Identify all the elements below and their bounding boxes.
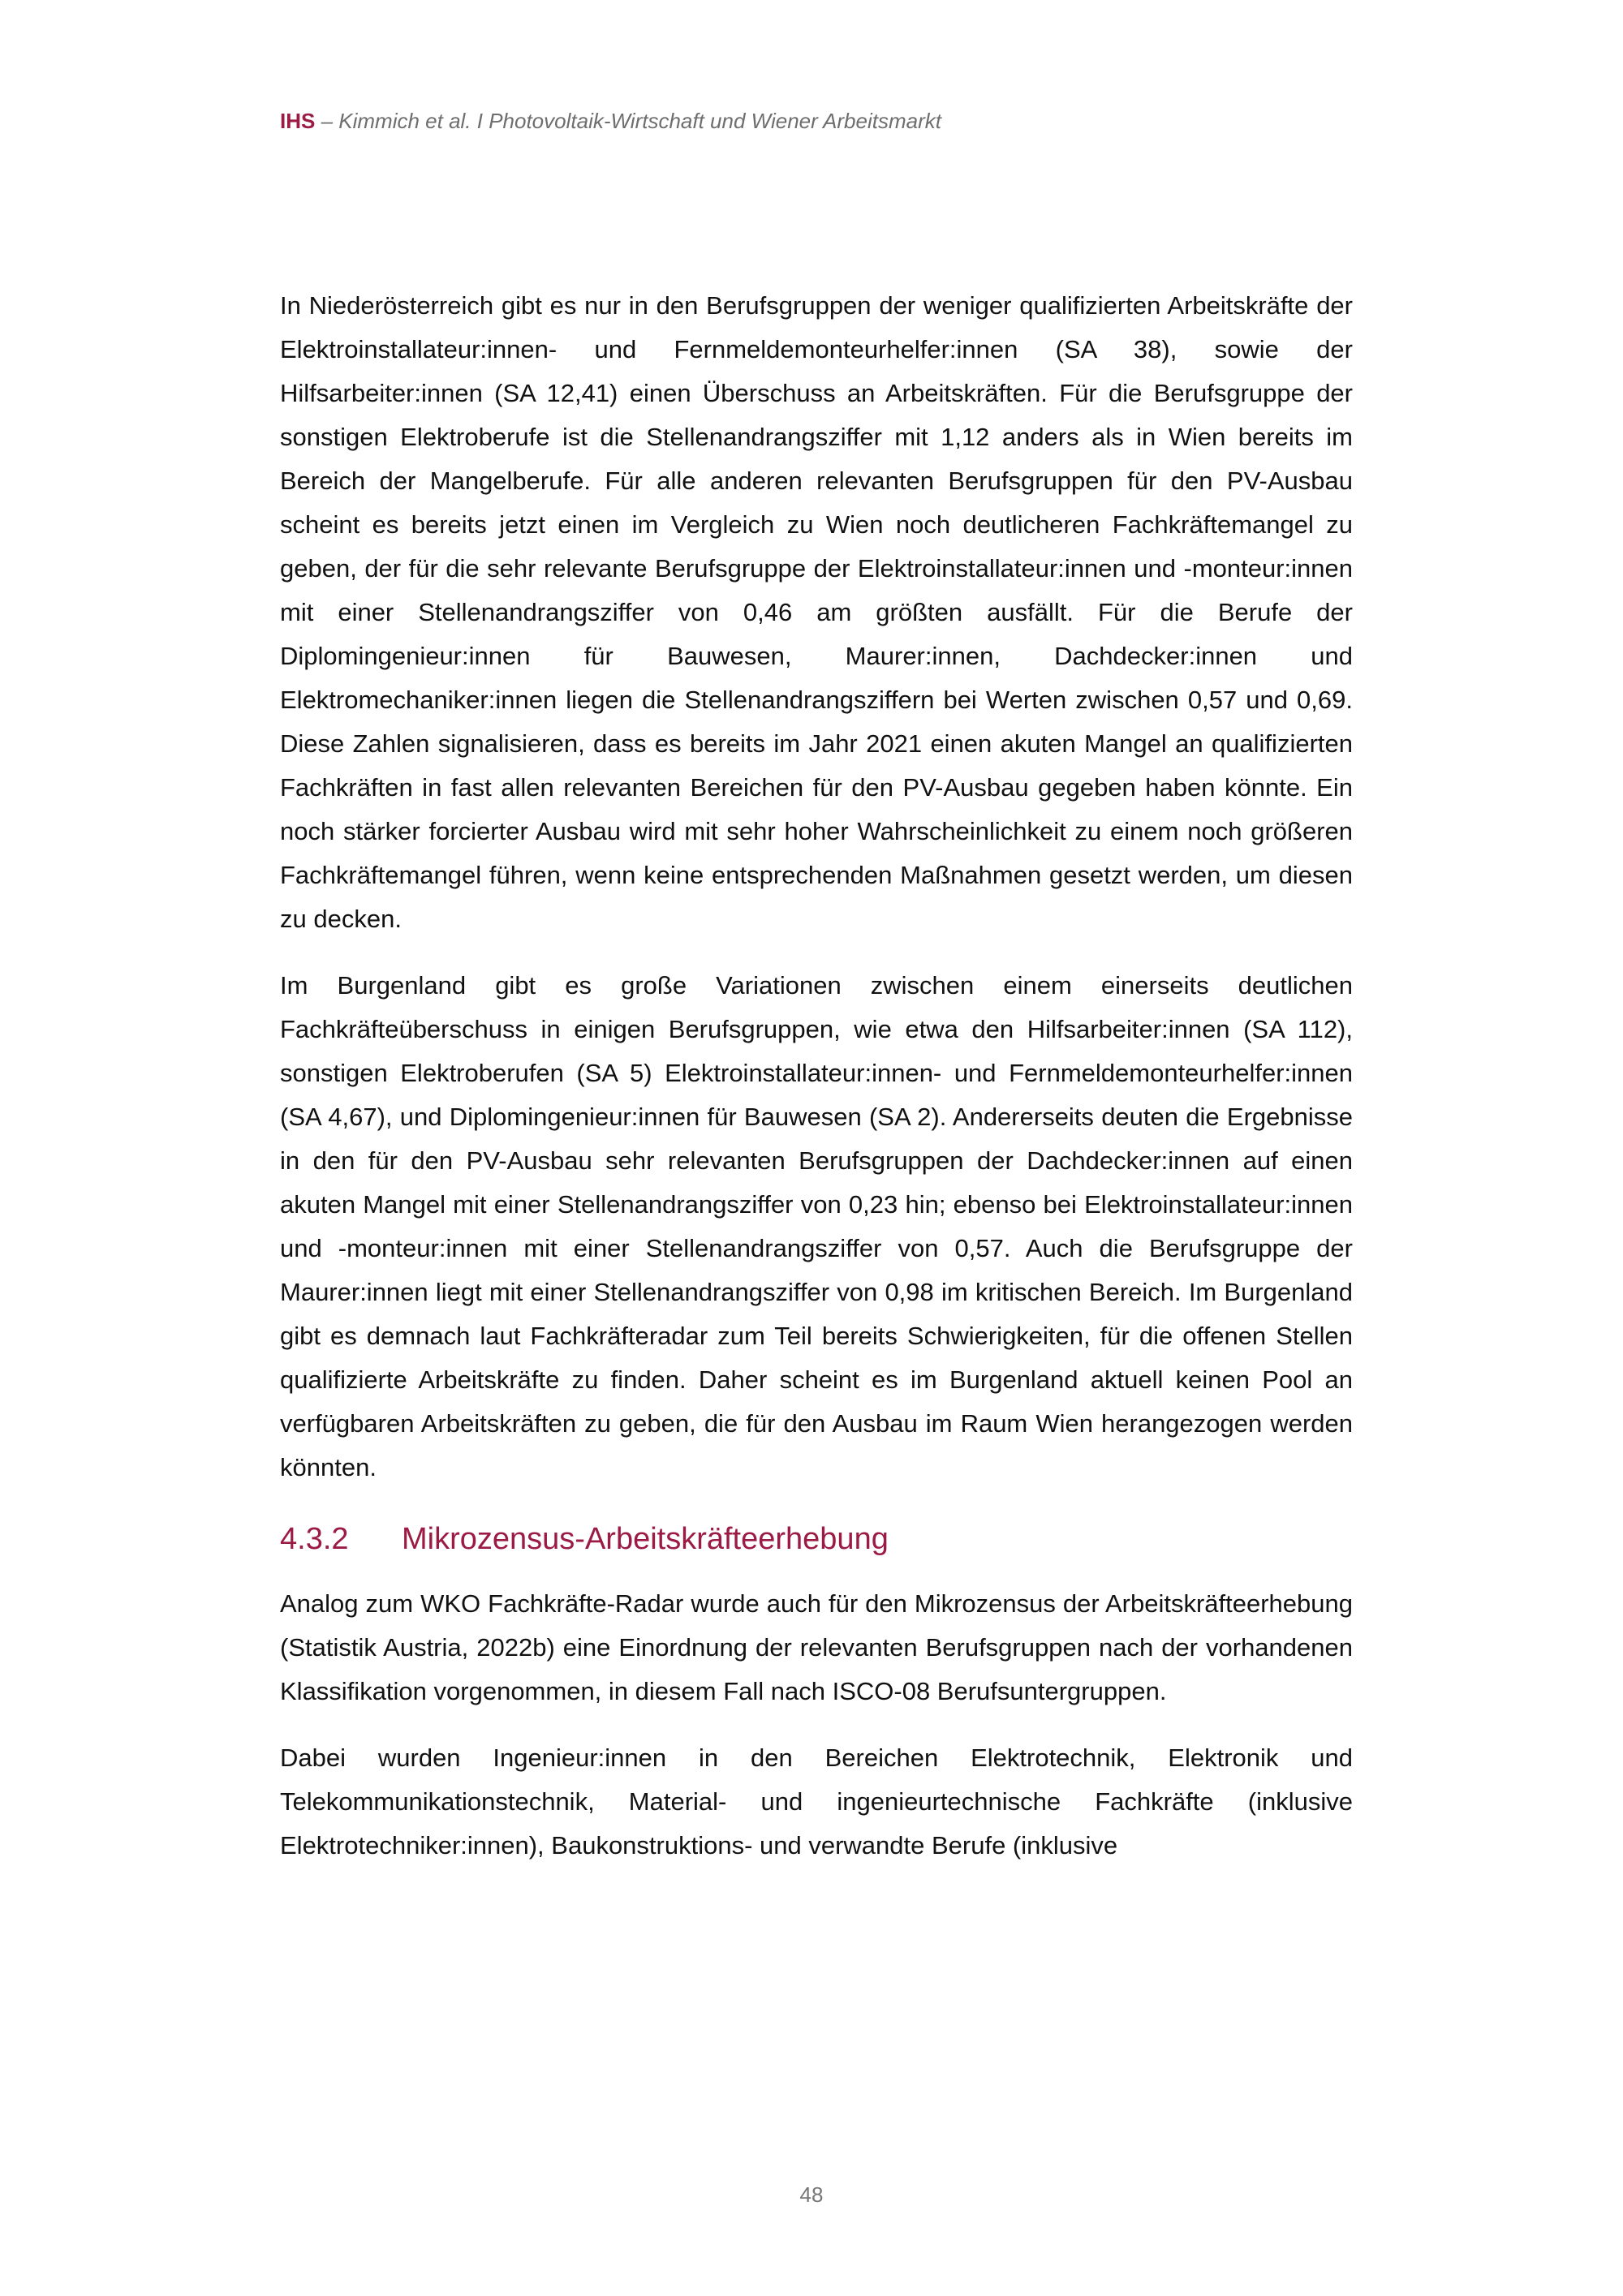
header-separator: – (315, 109, 339, 133)
section-heading (280, 1517, 1353, 1561)
header-running-title: Kimmich et al. I Photovoltaik-Wirtschaft und Wiener Arbeitsmarkt (338, 109, 941, 133)
page-body (280, 284, 1353, 1868)
paragraph-mikrozensus-groups: Dabei wurden Ingenieur:innen in den Bereichen Elektrotechnik, Elektronik und Telekommunikationstechnik, Material- und ingenieurtechnische Fachkräfte (inklusive Elektrotechniker:innen), Baukonstruktions- und verwandte Berufe (inklusive (280, 1743, 1353, 1860)
page-number: 48 (799, 2182, 824, 2207)
running-header (280, 109, 941, 134)
section-number: 4.3.2 (280, 1522, 349, 1556)
header-org: IHS (280, 109, 316, 133)
paragraph-burgenland: Im Burgenland gibt es große Variationen zwischen einem einerseits deutlichen Fachkräfteüberschuss in einigen Berufsgruppen, wie etwa den Hilfsarbeiter:innen (SA 112), sonstigen Elektroberufen (SA 5) Elektroinstallateur:innen- und Fernmeldemonteurhelfer:innen (SA 4,67), und Diplomingenieur:innen für Bauwesen (SA 2). Andererseits deuten die Ergebnisse in den für den PV-Ausbau sehr relevanten Berufsgruppen der Dachdecker:innen auf einen akuten Mangel mit einer Stellenandrangsziffer von 0,23 hin; ebenso bei Elektroinstallateur:innen und -monteur:innen mit einer Stellenandrangsziffer von 0,57. Auch die Berufsgruppe der Maurer:innen liegt mit einer Stellenandrangsziffer von 0,98 im kritischen Bereich. Im Burgenland gibt es demnach laut Fachkräfteradar zum Teil bereits Schwierigkeiten, für die offenen Stellen qualifizierte Arbeitskräfte zu finden. Daher scheint es im Burgenland aktuell keinen Pool an verfügbaren Arbeitskräften zu geben, die für den Ausbau im Raum Wien herangezogen werden könnten. (280, 971, 1353, 1481)
paragraph-niederoesterreich: In Niederösterreich gibt es nur in den Berufsgruppen der weniger qualifizierten Arbeitskräfte der Elektroinstallateur:innen- und Fernmeldemonteurhelfer:innen (SA 38), sowie der Hilfsarbeiter:innen (SA 12,41) einen Überschuss an Arbeitskräften. Für die Berufsgruppe der sonstigen Elektroberufe ist die Stellenandrangsziffer mit 1,12 anders als in Wien bereits im Bereich der Mangelberufe. Für alle anderen relevanten Berufsgruppen für den PV-Ausbau scheint es bereits jetzt einen im Vergleich zu Wien noch deutlicheren Fachkräftemangel zu geben, der für die sehr relevante Berufsgruppe der Elektroinstallateur:innen und -monteur:innen mit einer Stellenandrangsziffer von 0,46 am größten ausfällt. Für die Berufe der Diplomingenieur:innen für Bauwesen, Maurer:innen, Dachdecker:innen und Elektromechaniker:innen liegen die Stellenandrangsziffern bei Werten zwischen 0,57 und 0,69. Diese Zahlen signalisieren, dass es bereits im Jahr 2021 einen akuten Mangel an qualifizierten Fachkräften in fast allen relevanten Bereichen für den PV-Ausbau gegeben haben könnte. Ein noch stärker forcierter Ausbau wird mit sehr hoher Wahrscheinlichkeit zu einem noch größeren Fachkräftemangel führen, wenn keine entsprechenden Maßnahmen gesetzt werden, um diesen zu decken. (280, 291, 1353, 933)
section-title: Mikrozensus-Arbeitskräfteerhebung (402, 1522, 889, 1556)
paragraph-mikrozensus-intro: Analog zum WKO Fachkräfte-Radar wurde auch für den Mikrozensus der Arbeitskräfteerhebung (Statistik Austria, 2022b) eine Einordnung der relevanten Berufsgruppen nach der vorhandenen Klassifikation vorgenommen, in diesem Fall nach ISCO-08 Berufsuntergruppen. (280, 1589, 1353, 1705)
